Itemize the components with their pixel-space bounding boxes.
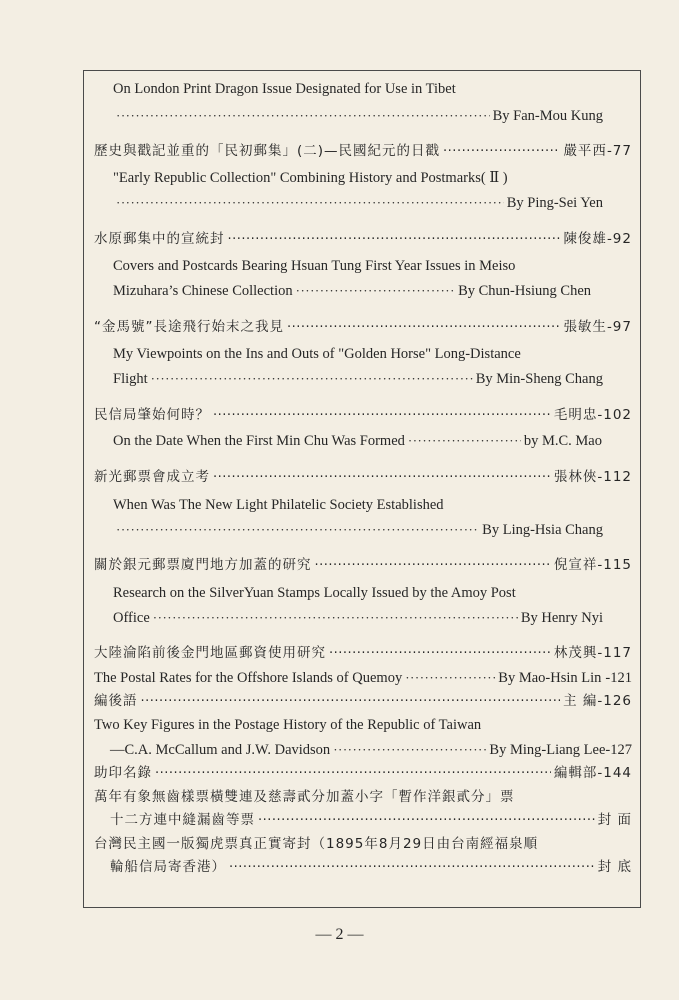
entry-6-title-en-1: Research on the SilverYuan Stamps Locally Issued by the Amoy Post: [113, 585, 516, 601]
entry-2-title-en-1: Covers and Postcards Bearing Hsuan Tung First Year Issues in Meiso: [113, 258, 516, 274]
entry-5-title-zh: 新光郵票會成立考 ····· 張林俠 -112: [94, 467, 632, 488]
entry-11-title-zh-2: 十二方連中縫漏齒等票 ····· 封 面: [110, 810, 632, 831]
entry-12-title-zh-2: 輪船信局寄香港） ····· 封 底: [110, 857, 632, 878]
entry-1-byline: ····· By Ping-Sei Yen: [113, 193, 603, 213]
entry-2-title-en-2: Mizuhara’s Chinese Collection ····· By Chun-Hsiung Chen: [113, 281, 591, 301]
leader-dots: [155, 764, 551, 784]
leader-dots: [151, 369, 473, 389]
leader-dots: [315, 556, 551, 576]
leader-dots: [329, 644, 551, 664]
leader-dots: [116, 193, 504, 213]
entry-6-title-zh: 關於銀元郵票廈門地方加蓋的研究 ····· 倪宣祥 -115: [94, 555, 632, 576]
leader-dots: [287, 318, 560, 338]
leader-dots: [141, 692, 561, 712]
entry-4-title-en: On the Date When the First Min Chu Was Formed ····· by M.C. Mao: [113, 431, 602, 451]
leader-dots: [408, 431, 521, 451]
entry-6-title-en-2: Office ····· By Henry Nyi: [113, 608, 603, 628]
entry-9-title-en-1: Two Key Figures in the Postage History of the Republic of Taiwan: [94, 717, 482, 733]
entry-9-title-en-2: —C.A. McCallum and J.W. Davidson ····· By Ming-Liang Lee -127: [110, 740, 632, 760]
leader-dots: [153, 608, 518, 628]
entry-4-title-zh: 民信局肇始何時？ ····· 毛明忠 -102: [94, 405, 632, 426]
entry-3-title-zh: “金馬號”長途飛行始末之我見 ····· 張敏生 -97: [94, 317, 632, 338]
entry-7-title-zh: 大陸淪陷前後金門地區郵資使用研究 ····· 林茂興 -117: [94, 643, 632, 664]
entry-0-title-en: On London Print Dragon Issue Designated for Use in Tibet: [113, 81, 456, 97]
page-number: — 2 —: [315, 926, 364, 943]
entry-5-byline: ····· By Ling-Hsia Chang: [113, 520, 603, 540]
leader-dots: [228, 230, 561, 250]
leader-dots: [333, 740, 486, 760]
entry-1-title-en: "Early Republic Collection" Combining History and Postmarks( Ⅱ ): [113, 170, 508, 186]
entry-3-title-en-1: My Viewpoints on the Ins and Outs of "Golden Horse" Long-Distance: [113, 346, 521, 362]
entry-2-title-zh: 水原郵集中的宣統封 ····· 陳俊雄 -92: [94, 229, 632, 250]
entry-5-title-en: When Was The New Light Philatelic Society Established: [113, 497, 444, 513]
entry-12-title-zh-1: 台灣民主國一版獨虎票真正實寄封（1895年8月29日由台南經福泉順: [94, 836, 539, 852]
leader-dots: [405, 668, 495, 688]
leader-dots: [213, 468, 551, 488]
entry-10-title-zh: 助印名錄 ····· 編輯部 -144: [94, 763, 632, 784]
leader-dots: [213, 406, 551, 426]
leader-dots: [229, 858, 595, 878]
entry-11-title-zh-1: 萬年有象無齒樣票橫雙連及慈壽貳分加蓋小字「暫作洋銀貳分」票: [94, 789, 515, 805]
entry-8-title-zh: 編後語 ····· 主 編 -126: [94, 691, 632, 712]
leader-dots: [443, 142, 560, 162]
entry-1-title-zh: 歷史與戳記並重的「民初郵集」(二)—民國紀元的日戳 ····· 嚴平西 -77: [94, 141, 632, 162]
entry-3-title-en-2: Flight ····· By Min-Sheng Chang: [113, 369, 603, 389]
entry-7-title-en: The Postal Rates for the Offshore Islands of Quemoy ····· By Mao-Hsin Lin -121: [94, 668, 632, 688]
leader-dots: [116, 106, 490, 126]
leader-dots: [296, 281, 455, 301]
leader-dots: [116, 520, 479, 540]
entry-0-byline: ····· By Fan-Mou Kung: [113, 106, 603, 126]
leader-dots: [258, 811, 595, 831]
